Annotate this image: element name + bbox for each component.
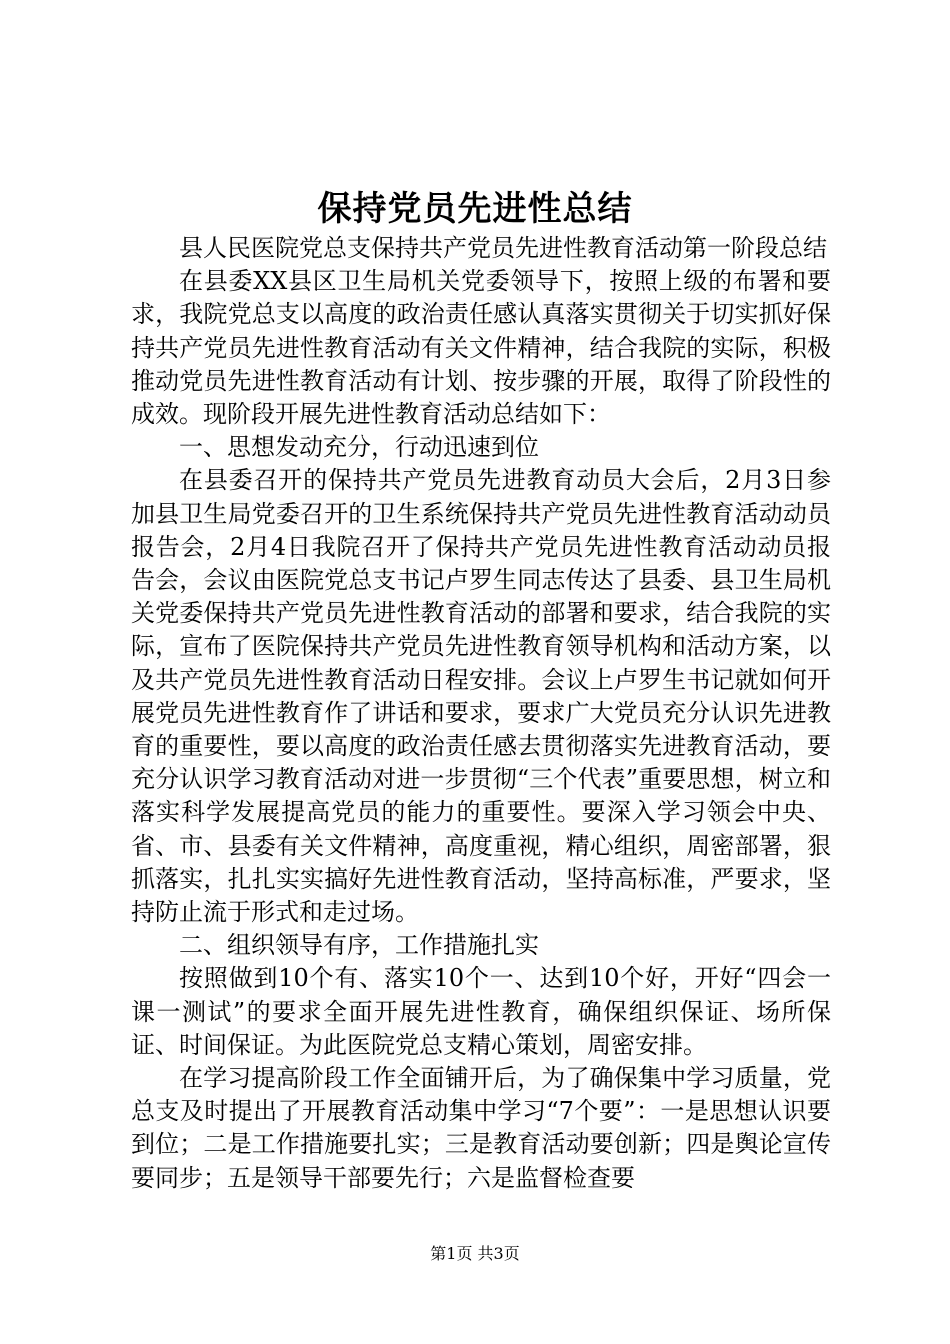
paragraph-section-2a: 按照做到10个有、落实10个一、达到10个好，开好“四会一课一测试”的要求全面开展先进性教育，确保组织保证、场所保证、时间保证。为此医院党总支精心策划，周密安排。 [131,964,831,1059]
paragraph-subtitle: 县人民医院党总支保持共产党员先进性教育活动第一阶段总结 [179,234,827,262]
section-heading-2: 二、组织领导有序，工作措施扎实 [179,931,539,960]
document-title: 保持党员先进性总结 [317,189,633,229]
section-heading-1: 一、思想发动充分，行动迅速到位 [179,433,539,462]
page-footer: 第1页 共3页 [430,1244,520,1263]
paragraph-section-2b: 在学习提高阶段工作全面铺开后，为了确保集中学习质量，党总支及时提出了开展教育活动集中学习“7个要”：一是思想认识要到位；二是工作措施要扎实；三是教育活动要创新；四是舆论宣传要同步；五是领导干部要先行；六是监督检查要 [131,1064,831,1192]
document-body [131,232,831,1195]
paragraph-intro: 在县委XX县区卫生局机关党委领导下，按照上级的布署和要求，我院党总支以高度的政治责任感认真落实贯彻关于切实抓好保持共产党员先进性教育活动有关文件精神，结合我院的实际，积极推动党员先进性教育活动有计划、按步骤的开展，取得了阶段性的成效。现阶段开展先进性教育活动总结如下： [131,267,831,429]
paragraph-section-1: 在县委召开的保持共产党员先进教育动员大会后，2月3日参加县卫生局党委召开的卫生系统保持共产党员先进性教育活动动员报告会，2月4日我院召开了保持共产党员先进性教育活动动员报告会，会议由医院党总支书记卢罗生同志传达了县委、县卫生局机关党委保持共产党员先进性教育活动的部署和要求，结合我院的实际，宣布了医院保持共产党员先进性教育领导机构和活动方案，以及共产党员先进性教育活动日程安排。会议上卢罗生书记就如何开展党员先进性教育作了讲话和要求，要求广大党员充分认识先进教育的重要性，要以高度的政治责任感去贯彻落实先进教育活动，要充分认识学习教育活动对进一步贯彻“三个代表”重要思想，树立和落实科学发展提高党员的能力的重要性。要深入学习领会中央、省、市、县委有关文件精神，高度重视，精心组织，周密部署，狠抓落实，扎扎实实搞好先进性教育活动，坚持高标准，严要求，坚持防止流于形式和走过场。 [131,466,831,927]
